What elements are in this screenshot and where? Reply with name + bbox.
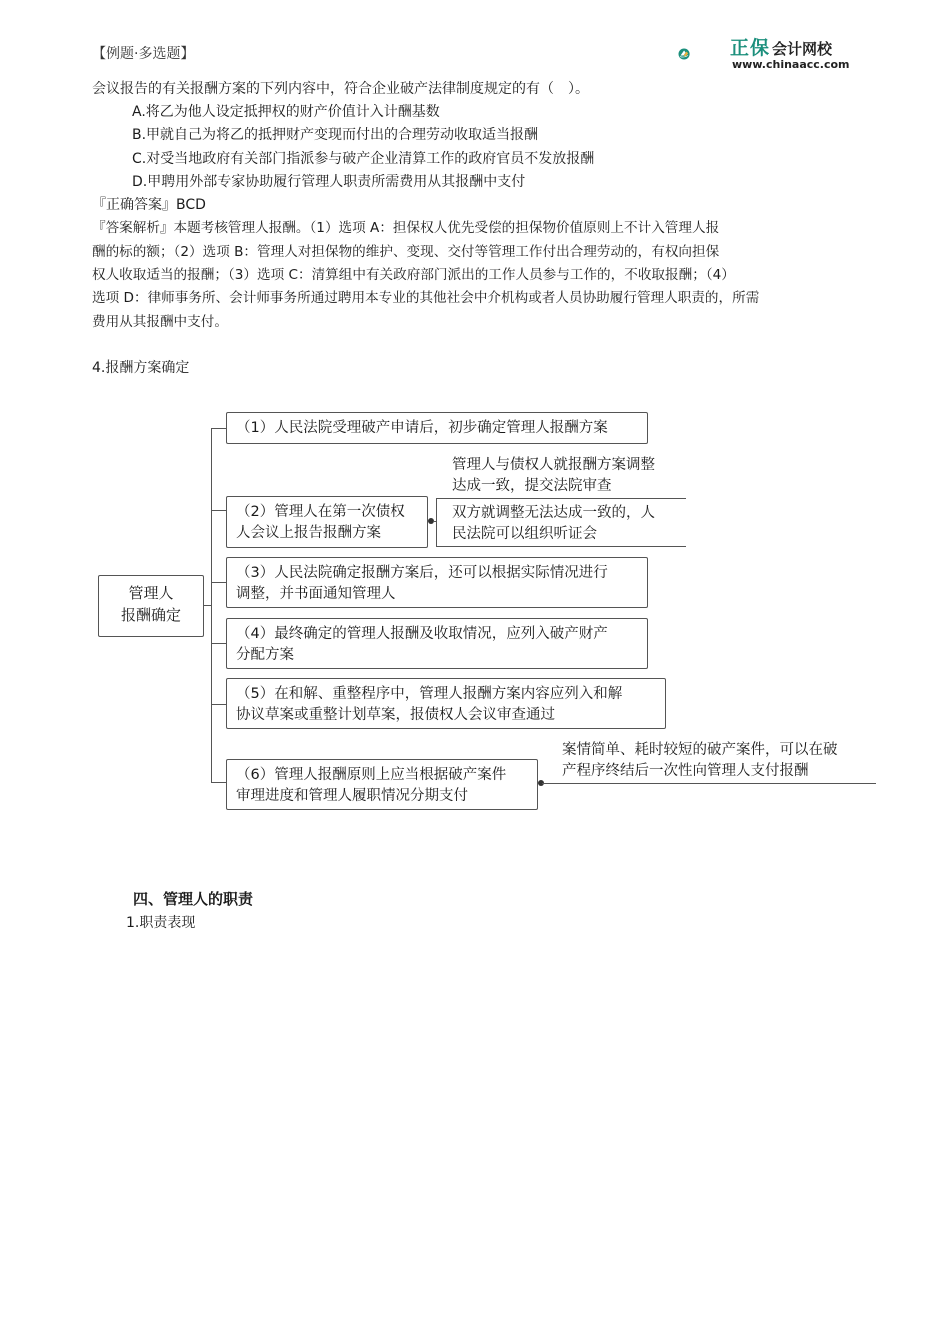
spine xyxy=(211,428,212,783)
underline xyxy=(436,498,686,499)
section-4-title: 4.报酬方案确定 xyxy=(92,360,190,376)
branch-1: （1）人民法院受理破产申请后，初步确定管理人报酬方案 xyxy=(226,412,648,444)
diagram-root: 管理人 报酬确定 xyxy=(98,575,204,637)
connector xyxy=(211,428,227,429)
underline xyxy=(436,546,686,547)
chinaacc-logo xyxy=(678,30,726,78)
logo-name: 正保 会计网校 xyxy=(730,37,833,59)
analysis-line: 选项 D：律师事务所、会计师事务所通过聘用本专业的其他社会中介机构或者人员协助履行管理人职责的，所需 xyxy=(92,290,760,306)
analysis-line: 酬的标的额；（2）选项 B：管理人对担保物的维护、变现、交付等管理工作付出合理劳动的，有权向担保 xyxy=(92,244,720,260)
analysis-line: 费用从其报酬中支付。 xyxy=(92,314,228,330)
analysis-line: 权人收取适当的报酬；（3）选项 C：清算组中有关政府部门派出的工作人员参与工作的，不收取报酬；（4） xyxy=(92,267,735,283)
correct-answer: 『正确答案』BCD xyxy=(92,197,206,213)
branch-4: （4）最终确定的管理人报酬及收取情况，应列入破产财产 分配方案 xyxy=(226,618,648,669)
underline xyxy=(542,783,876,784)
connector xyxy=(211,510,227,511)
branch-6-note: 案情简单、耗时较短的破产案件，可以在破 产程序终结后一次性向管理人支付报酬 xyxy=(562,742,838,779)
option-a: A.将乙为他人设定抵押权的财产价值计入计酬基数 xyxy=(132,104,440,120)
cut-off-heading: 【例题·多选题】 xyxy=(92,46,195,62)
connector xyxy=(211,582,227,583)
option-b: B.甲就自己为将乙的抵押财产变现而付出的合理劳动收取适当报酬 xyxy=(132,127,539,143)
branch-2-note-2: 双方就调整无法达成一致的，人 民法院可以组织听证会 xyxy=(452,505,655,542)
connector xyxy=(211,704,227,705)
analysis-line: 『答案解析』本题考核管理人报酬。（1）选项 A：担保权人优先受偿的担保物价值原则上不计入管理人报 xyxy=(92,220,720,236)
connector xyxy=(211,782,227,783)
logo-url: www.chinaacc.com xyxy=(732,58,850,71)
option-c: C.对受当地政府有关部门指派参与破产企业清算工作的政府官员不发放报酬 xyxy=(132,151,595,167)
connector xyxy=(211,643,227,644)
branch-3: （3）人民法院确定报酬方案后，还可以根据实际情况进行 调整，并书面通知管理人 xyxy=(226,557,648,608)
section-four-title: 四、管理人的职责 xyxy=(133,890,254,908)
branch-2-note-1: 管理人与债权人就报酬方案调整 达成一致，提交法院审查 xyxy=(452,457,655,494)
option-d: D.甲聘用外部专家协助履行管理人职责所需费用从其报酬中支付 xyxy=(132,174,526,190)
section-four-item-1: 1.职责表现 xyxy=(126,915,196,931)
branch-6: （6）管理人报酬原则上应当根据破产案件 审理进度和管理人履职情况分期支付 xyxy=(226,759,538,810)
branch-5: （5）在和解、重整程序中，管理人报酬方案内容应列入和解 协议草案或重整计划草案，报债权人会议审查通过 xyxy=(226,678,666,729)
connector xyxy=(436,498,437,546)
question-stem: 会议报告的有关报酬方案的下列内容中，符合企业破产法律制度规定的有（ ）。 xyxy=(92,81,589,97)
branch-2: （2）管理人在第一次债权 人会议上报告报酬方案 xyxy=(226,496,428,548)
